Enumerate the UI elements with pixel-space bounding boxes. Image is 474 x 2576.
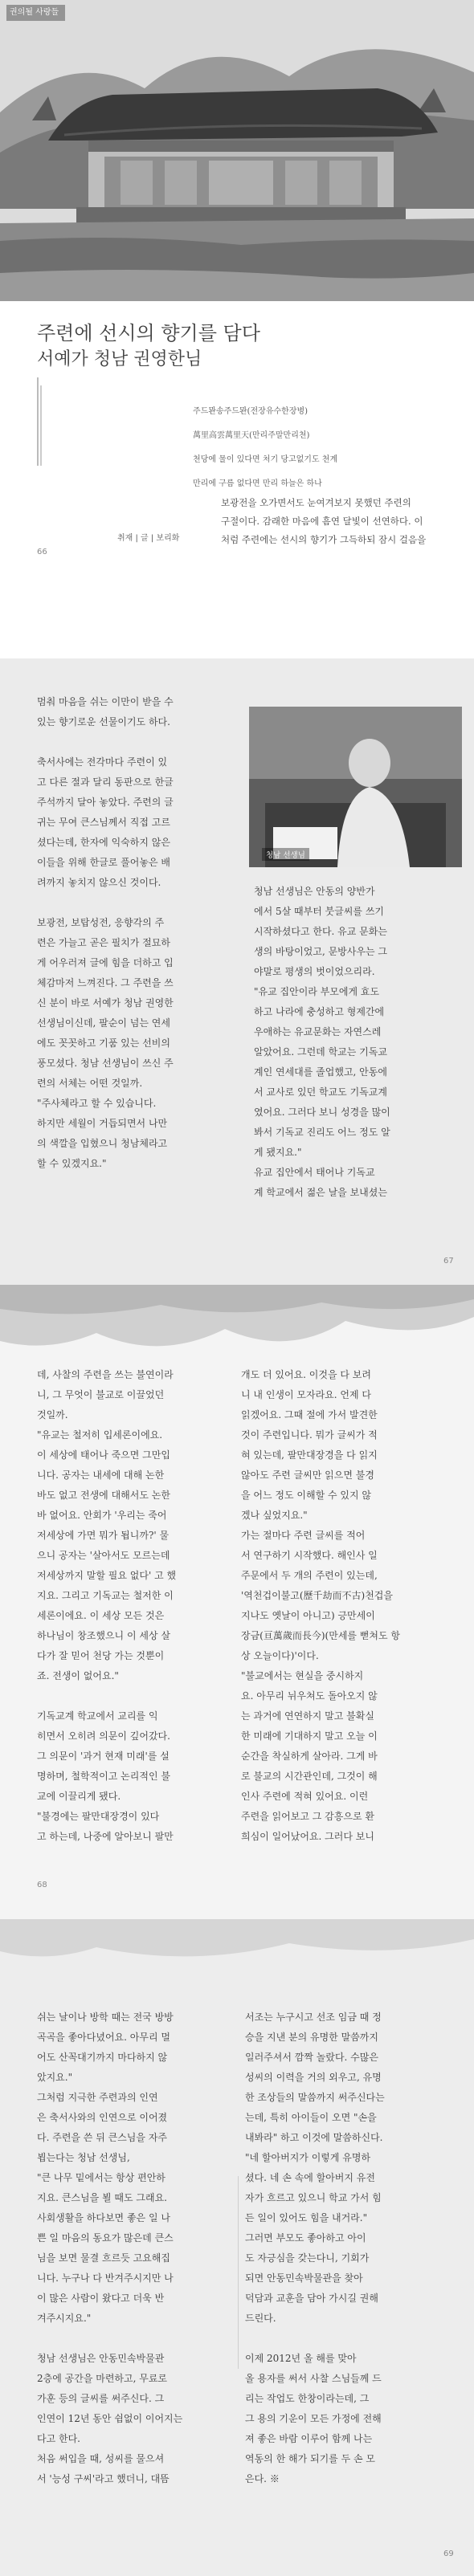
- poem-line: 주드뫈송주드뫈(전장유수한장병): [193, 407, 309, 416]
- poem-block: [193, 400, 450, 496]
- text-line: 고 다른 절과 달리 동판으로 한글: [37, 776, 174, 788]
- text-line: 덕담과 교훈을 담아 가시길 권해: [245, 2293, 378, 2304]
- text-column-left: [37, 692, 174, 1174]
- text-line: 생의 바탕이었고, 문방사우는 그: [254, 946, 387, 957]
- text-line: 그처럼 지극한 주련과의 인연: [37, 2092, 158, 2103]
- text-line: "네 할아버지가 이렇게 유명하: [245, 2152, 371, 2163]
- text-line: 서 연구하기 시작했다. 해인사 일: [241, 1550, 378, 1561]
- text-line: 일러주셔서 깜짝 놀랐다. 수많은: [245, 2052, 378, 2063]
- text-line: 니다. 누구나 다 반겨주시지만 나: [37, 2272, 174, 2284]
- text-line: 할 수 있겠지요.": [37, 1158, 107, 1169]
- text-line: '역천겁이불고(歷千劫而不古)천겁을: [241, 1590, 393, 1601]
- decorative-sticks: [37, 377, 42, 466]
- photo-caption: 청남 선생님: [262, 848, 309, 861]
- text-column-right: [241, 1365, 400, 1847]
- text-line: 이들을 위해 한글로 풀어놓은 배: [37, 857, 170, 868]
- text-column-left: [37, 1365, 176, 1847]
- text-line: 시작하셨다고 한다. 유교 문화는: [254, 926, 387, 937]
- text-line: 게 됐지요.": [254, 1147, 302, 1158]
- text-line: "불경에는 팔만대장경이 있다: [37, 1811, 160, 1822]
- text-line: 저세상에 가면 뭐가 됩니까?' 물: [37, 1530, 170, 1541]
- text-line: 청남 선생님은 안동의 양반가: [254, 886, 375, 897]
- text-line: 서 교사로 있던 학교도 기독교계: [254, 1086, 387, 1098]
- text-line: 장금(亘萬歲而長今)(만세를 뻗쳐도 항: [241, 1630, 401, 1641]
- text-line: 져 좋은 바람 이루어 함께 나는: [245, 2433, 373, 2444]
- text-line: 어도 산꼭대기까지 마다하지 않: [37, 2052, 168, 2063]
- temple-photo: [0, 0, 474, 301]
- text-line: 리는 작업도 한창이라는데, 그: [245, 2393, 370, 2404]
- page-number: 68: [37, 1881, 47, 1889]
- text-line: 바도 없고 전생에 대해서도 논한: [37, 1490, 170, 1501]
- text-line: 명하며, 철학적이고 논리적인 불: [37, 1771, 170, 1782]
- text-line: 한 조상들의 말씀까지 써주신다는: [245, 2092, 385, 2103]
- text-line: [37, 893, 174, 913]
- brush-decoration: [0, 1285, 474, 1373]
- text-line: 있는 향기로운 선물이기도 하다.: [37, 716, 170, 728]
- text-line: 았지요.": [37, 2072, 73, 2083]
- page-number: 66: [37, 548, 47, 556]
- text-line: 요. 아무리 뉘우쳐도 돌아오지 않: [241, 1690, 378, 1702]
- text-line: 그러면 부모도 좋아하고 아이: [245, 2232, 366, 2244]
- text-line: 에도 꼿꼿하고 기품 있는 선비의: [37, 1037, 170, 1049]
- text-line: 계 학교에서 젊은 날을 보내셨는: [254, 1187, 387, 1198]
- text-line: 하고 나라에 충성하고 형제간에: [254, 1006, 385, 1017]
- text-line: 곡곡을 좋아다녔어요. 아무리 멀: [37, 2032, 170, 2043]
- text-line: 주석까지 달아 놓았다. 주련의 글: [37, 797, 174, 808]
- text-line: 혀 있는데, 팔만대장경을 다 읽지: [241, 1449, 378, 1461]
- text-line: 지요. 큰스님을 뵐 때도 그래요.: [37, 2192, 167, 2203]
- text-line: [245, 2329, 385, 2349]
- text-line: 지나도 옛날이 아니고) 긍만세이: [241, 1610, 375, 1621]
- text-line: 가는 절마다 주련 글씨를 적어: [241, 1530, 366, 1541]
- text-line: [37, 732, 174, 752]
- text-line: "주사체라고 할 수 있습니다.: [37, 1098, 157, 1109]
- text-line: 교에 이끌리게 됐다.: [37, 1791, 121, 1802]
- text-line: 야말로 평생의 벗이었으리라.: [254, 966, 375, 977]
- page-number: 67: [443, 1257, 454, 1266]
- text-line: 에서 5살 때부터 붓글씨를 쓰기: [254, 906, 384, 917]
- text-line: 든 일이 있어도 힘을 내거라.": [245, 2212, 368, 2223]
- text-line: 하지만 세월이 거듭되면서 나만: [37, 1118, 168, 1129]
- text-line: 였어요. 그러다 보니 성경을 많이: [254, 1107, 390, 1118]
- text-line: 니, 그 무엇이 불교로 이끌었던: [37, 1389, 165, 1400]
- text-line: 주문에서 두 개의 주련이 있는데,: [241, 1570, 378, 1581]
- poem-line: 천당에 물이 있다면 처기 당고없기도 천계: [193, 455, 338, 464]
- text-line: 풍모셨다. 청남 선생님이 쓰신 주: [37, 1058, 174, 1069]
- text-line: 는데, 특히 아이들이 오면 "손을: [245, 2112, 377, 2123]
- page-66: [0, 0, 474, 658]
- text-line: 님을 보면 물결 흐르듯 고요해집: [37, 2252, 170, 2264]
- text-line: 겠나 싶었지요.": [241, 1510, 308, 1521]
- text-line: 우애하는 유교문화는 자연스레: [254, 1026, 382, 1037]
- intro-line: 처럼 주련에는 선시의 향기가 그득하되 잠시 걸음을: [221, 534, 427, 545]
- text-line: 신 분이 바로 서예가 청남 권영한: [37, 997, 174, 1009]
- text-line: 로 불교의 시간관인데, 그것이 해: [241, 1771, 378, 1782]
- text-line: 련의 서체는 어떤 것일까.: [37, 1078, 143, 1089]
- text-line: 순간을 착실하게 살아라. 그게 바: [241, 1751, 378, 1762]
- poem-line: 만리에 구름 없다면 만리 하늘은 하나: [193, 479, 322, 488]
- text-line: 체감마저 느껴진다. 그 주련을 쓰: [37, 977, 174, 988]
- text-line: 은다. ※: [245, 2473, 280, 2484]
- text-line: 것일까.: [37, 1409, 68, 1420]
- text-line: 개도 더 있어요. 이것을 다 보려: [241, 1369, 371, 1380]
- text-line: "불교에서는 현실을 중시하지: [241, 1670, 364, 1681]
- text-line: 세론이에요. 이 세상 모든 것은: [37, 1610, 165, 1621]
- text-line: 도 자긍심을 갖는다니, 기회가: [245, 2252, 370, 2264]
- text-line: 저세상까지 말할 필요 없다' 고 했: [37, 1570, 177, 1581]
- text-line: 셨다. 네 손 속에 할아버지 유전: [245, 2172, 375, 2183]
- text-line: 려까지 놓치지 않으신 것이다.: [37, 877, 161, 888]
- text-line: [37, 1686, 176, 1706]
- text-line: 이 많은 사람이 왔다고 더욱 반: [37, 2293, 165, 2304]
- text-column-left: [37, 2007, 182, 2489]
- text-line: 셨다는데, 한자에 익숙하지 않은: [37, 837, 170, 848]
- column-divider: [238, 2176, 239, 2369]
- text-line: 멈춰 마음을 쉬는 이만이 받을 수: [37, 696, 174, 707]
- text-line: 을 어느 정도 이해할 수 있지 않: [241, 1490, 371, 1501]
- text-line: 청남 선생님은 안동민속박물관: [37, 2353, 165, 2364]
- text-line: 처음 써입을 때, 성씨를 물으셔: [37, 2453, 165, 2464]
- text-line: 니 내 인생이 모자라요. 언제 다: [241, 1389, 371, 1400]
- text-line: 서조는 누구시고 선조 임금 때 정: [245, 2011, 382, 2023]
- text-line: 내봐라" 하고 이것에 말씀하신다.: [245, 2132, 383, 2143]
- text-line: 련은 가늘고 곧은 필치가 절묘하: [37, 937, 170, 948]
- text-line: 2층에 공간을 마련하고, 무료로: [37, 2373, 167, 2384]
- text-line: 계인 연세대를 졸업했고, 안동에: [254, 1066, 387, 1078]
- text-column-right: [254, 882, 390, 1203]
- page-68: [0, 1285, 474, 1919]
- text-line: 축서사에는 전각마다 주련이 있: [37, 756, 168, 768]
- page-67: [0, 658, 474, 1285]
- article-subtitle: 서예가 청남 권영한님: [37, 349, 202, 369]
- text-line: 쉬는 날이나 방학 때는 전국 방방: [37, 2011, 174, 2023]
- text-line: 않아도 주련 글씨만 읽으면 불경: [241, 1469, 374, 1481]
- text-line: 게 어우러져 글에 힘을 더하고 입: [37, 957, 174, 968]
- text-line: 유교 집안에서 태어나 기독교: [254, 1167, 375, 1178]
- text-line: 은 축서사와의 인연으로 이어졌: [37, 2112, 168, 2123]
- text-line: 귀는 무여 큰스님께서 직접 고르: [37, 817, 170, 828]
- text-line: 가훈 등의 글씨를 써주신다. 그: [37, 2393, 165, 2404]
- page-69: [0, 1919, 474, 2576]
- text-line: 그 용의 기운이 모든 가정에 전해: [245, 2413, 382, 2424]
- text-column-right: [245, 2007, 385, 2489]
- text-line: 성씨의 이력을 거의 외우고, 유명: [245, 2072, 382, 2083]
- text-line: 의 색깔을 입혔으니 청남체라고: [37, 1138, 168, 1149]
- text-line: [37, 2329, 182, 2349]
- portrait-photo: [249, 707, 462, 867]
- text-line: 자가 흐르고 있으니 학교 가서 힘: [245, 2192, 382, 2203]
- text-line: 주련을 읽어보고 그 감흥으로 환: [241, 1811, 374, 1822]
- text-line: 다고 한다.: [37, 2433, 80, 2444]
- text-line: 겨주시지요.": [37, 2313, 92, 2324]
- text-line: 승을 지낸 분의 유명한 말씀까지: [245, 2032, 378, 2043]
- text-line: 이 세상에 태어나 죽으면 그만입: [37, 1449, 170, 1461]
- text-line: 뵙는다는 청남 선생님,: [37, 2152, 130, 2163]
- text-line: 인사 주련에 적혀 있어요. 이런: [241, 1791, 369, 1802]
- text-line: 쁜 일 마음의 동요가 많은데 큰스: [37, 2232, 174, 2244]
- text-line: 다가 잘 믿어 천당 가는 것뿐이: [37, 1650, 165, 1661]
- text-line: 하나님이 창조했으니 이 세상 살: [37, 1630, 170, 1641]
- text-line: 서 '능성 구씨'라고 했더니, 대뜸: [37, 2473, 170, 2484]
- text-line: 바 없어요. 안회가 '우리는 죽어: [37, 1510, 167, 1521]
- text-line: 상 오늘이다)'이다.: [241, 1650, 319, 1661]
- text-line: 니다. 공자는 내세에 대해 논한: [37, 1469, 165, 1481]
- intro-line: 보광전을 오가면서도 눈여겨보지 못했던 주련의: [221, 497, 411, 508]
- text-line: 희심이 일어났어요. 그러다 보니: [241, 1831, 374, 1842]
- text-line: "유교는 철저히 입세론이에요.: [37, 1429, 163, 1441]
- poem-line: 萬里高雲萬里天(만리주말만리천): [193, 431, 310, 440]
- text-line: 드린다.: [245, 2313, 276, 2324]
- text-line: 역동의 한 해가 되기를 두 손 모: [245, 2453, 375, 2464]
- text-line: 고 하는데, 나중에 알아보니 팔만: [37, 1831, 174, 1842]
- text-line: 되면 안동민속박물관을 찾아: [245, 2272, 363, 2284]
- text-line: 는 과거에 연연하지 말고 불확실: [241, 1710, 374, 1722]
- article-title: 주련에 선시의 향기를 담다: [37, 322, 260, 344]
- text-line: 으니 공자는 '살아서도 모르는데: [37, 1550, 170, 1561]
- text-line: 그 의문이 '과거 현재 미래'를 설: [37, 1751, 170, 1762]
- byline: 취재 | 글 | 보리화: [117, 534, 180, 543]
- brush-decoration: [0, 1919, 474, 1991]
- text-line: 알았어요. 그런데 학교는 기독교: [254, 1046, 387, 1058]
- text-line: 올 용자를 써서 사찰 스님들께 드: [245, 2373, 382, 2384]
- text-line: 것이 주련입니다. 뭐가 글씨가 적: [241, 1429, 378, 1441]
- text-line: 다. 주련을 쓴 뒤 큰스님을 자주: [37, 2132, 167, 2143]
- intro-line: 구절이다. 감래한 마음에 흠연 달빛이 선연하다. 이: [221, 516, 423, 527]
- text-line: 한 미래에 기대하지 말고 오늘 이: [241, 1730, 378, 1742]
- text-line: 봐서 기독교 진리도 어느 정도 알: [254, 1127, 390, 1138]
- section-tab: 권의될 사랑들: [6, 5, 65, 21]
- text-line: 지요. 그리고 기독교는 철저한 이: [37, 1590, 174, 1601]
- intro-paragraph: [221, 494, 462, 549]
- text-line: 이제 2012년 올 해를 맞아: [245, 2353, 357, 2364]
- text-line: 죠. 전생이 없어요.": [37, 1670, 119, 1681]
- text-line: 선생님이신데, 팔순이 넘는 연세: [37, 1017, 170, 1029]
- text-line: "유교 집안이라 부모에게 효도: [254, 986, 380, 997]
- text-line: 히면서 오히려 의문이 깊어갔다.: [37, 1730, 170, 1742]
- text-line: 읽겠어요. 그때 절에 가서 발견한: [241, 1409, 378, 1420]
- text-line: 보광전, 보탑성전, 응향각의 주: [37, 917, 165, 928]
- text-line: 사회생활을 하다보면 좋은 일 나: [37, 2212, 170, 2223]
- text-line: 기독교계 학교에서 교리를 익: [37, 1710, 158, 1722]
- text-line: 인연이 12년 동안 쉼없이 이어지는: [37, 2413, 183, 2424]
- text-line: "큰 나무 밑에서는 항상 편안하: [37, 2172, 165, 2183]
- text-line: 데, 사찰의 주련을 쓰는 불연이라: [37, 1369, 174, 1380]
- page-number: 69: [443, 2550, 454, 2558]
